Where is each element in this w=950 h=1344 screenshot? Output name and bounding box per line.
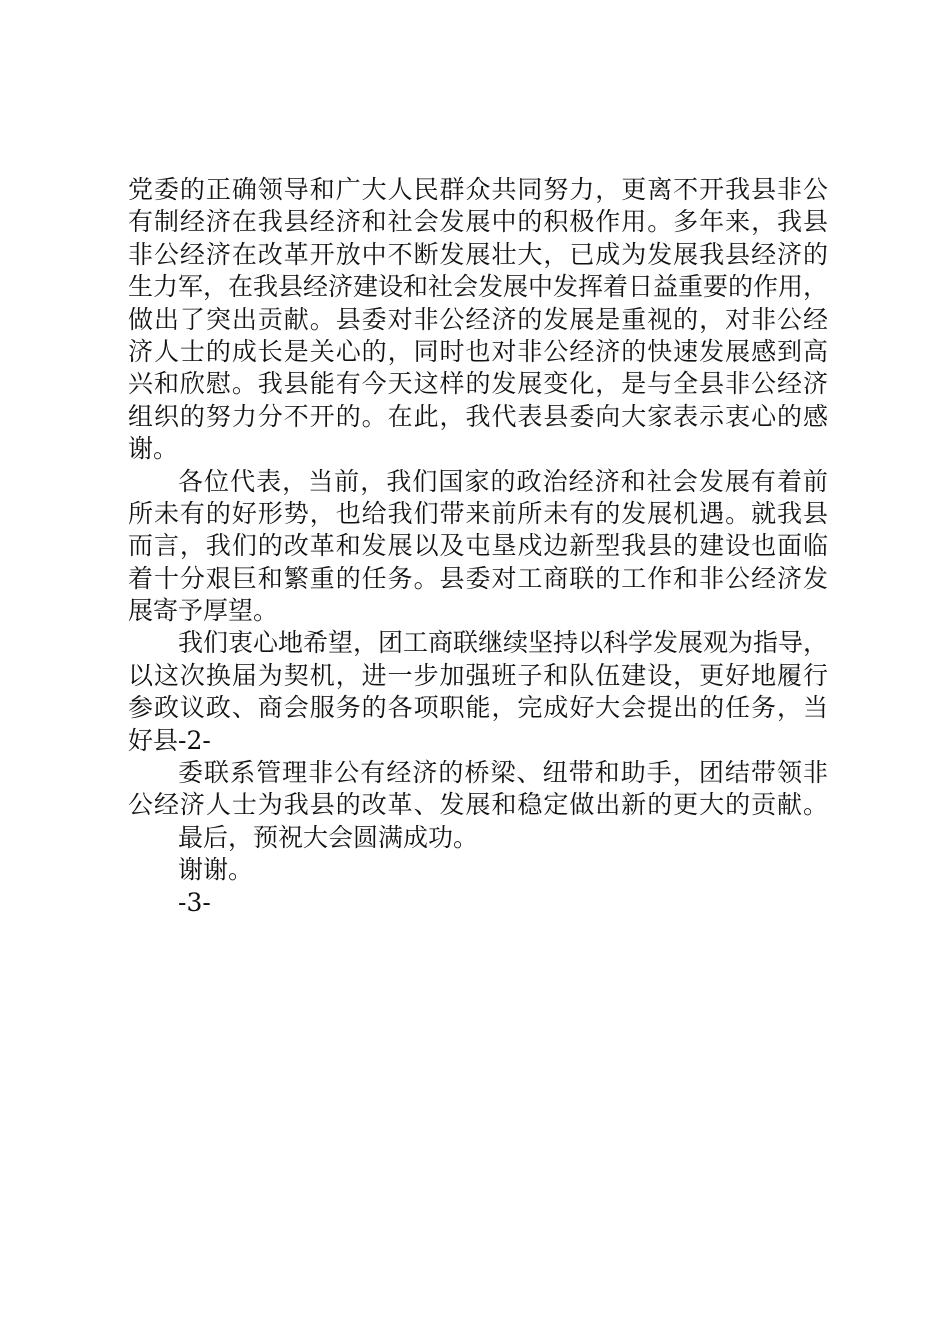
body-line: 着十分艰巨和繁重的任务。县委对工商联的工作和非公经济发 [128,563,828,593]
body-line: 有制经济在我县经济和社会发展中的积极作用。多年来，我县 [128,207,828,237]
paragraph-start-line: 各位代表，当前，我们国家的政治经济和社会发展有着前 [178,466,828,496]
body-line: 党委的正确领导和广大人民群众共同努力，更离不开我县非公 [128,175,828,204]
body-line: 公经济人士为我县的改革、发展和稳定做出新的更大的贡献。 [128,790,828,820]
paragraph-start-line: 委联系管理非公有经济的桥梁、纽带和助手，团结带领非 [178,758,828,788]
body-line: 而言，我们的改革和发展以及屯垦戍边新型我县的建设也面临 [128,531,828,561]
closing-line: 最后，预祝大会圆满成功。 [178,822,479,852]
body-line: 参政议政、商会服务的各项职能，完成好大会提出的任务，当 [128,693,828,723]
body-line: 组织的努力分不开的。在此，我代表县委向大家表示衷心的感 [128,401,828,431]
body-line: 谢。 [128,434,179,464]
page-number: -3- [178,887,211,917]
body-line: 非公经济在改革开放中不断发展壮大，已成为发展我县经济的 [128,239,828,269]
body-line: 做出了突出贡献。县委对非公经济的发展是重视的，对非公经 [128,304,828,334]
document-body [128,174,828,919]
body-line: 展寄予厚望。 [128,596,279,626]
body-line: 所未有的好形势，也给我们带来前所未有的发展机遇。就我县 [128,498,828,528]
body-line: 好县-2- [128,725,211,755]
thanks-line: 谢谢。 [178,855,254,885]
body-line: 兴和欣慰。我县能有今天这样的发展变化，是与全县非公经济 [128,369,828,399]
body-line: 济人士的成长是关心的，同时也对非公经济的快速发展感到高 [128,336,828,366]
body-line: 生力军，在我县经济建设和社会发展中发挥着日益重要的作用， [128,272,829,302]
paragraph-start-line: 我们衷心地希望，团工商联继续坚持以科学发展观为指导， [178,628,829,658]
body-line: 以这次换届为契机，进一步加强班子和队伍建设，更好地履行 [128,660,828,690]
